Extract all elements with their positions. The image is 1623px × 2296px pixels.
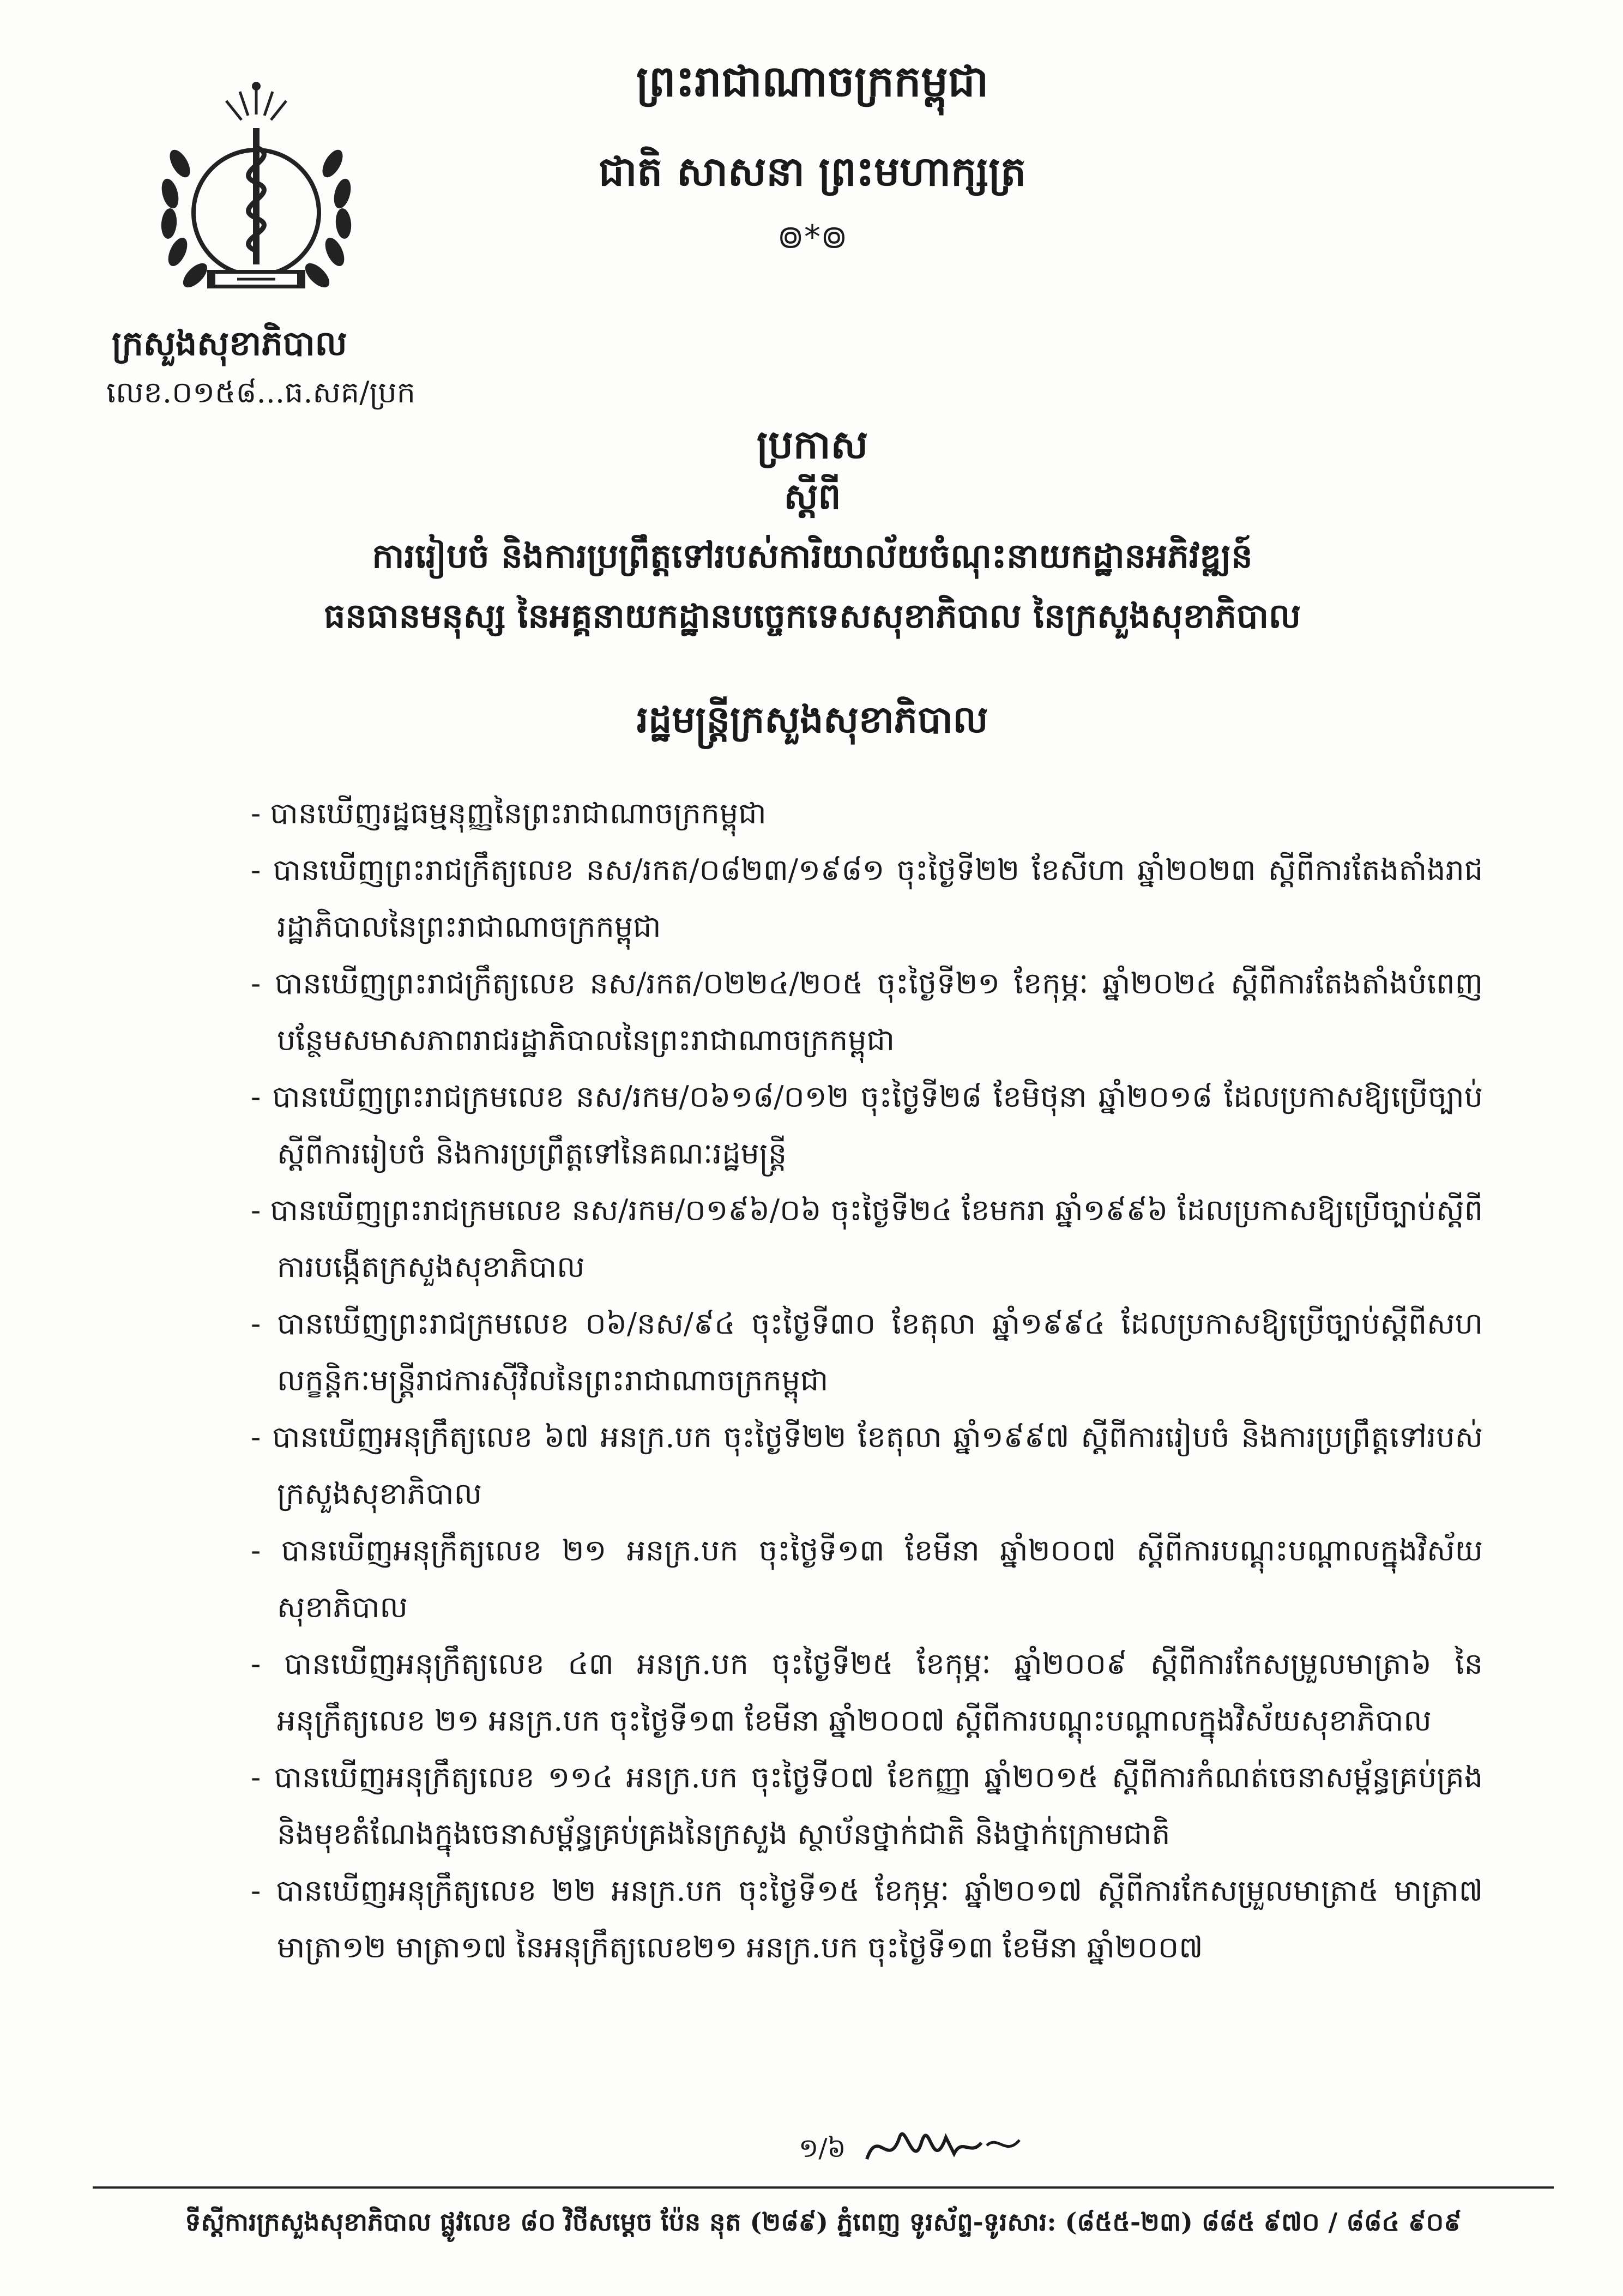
reference-number: លេខ.០១៥៨...ធ.សគ/ប្រក xyxy=(106,375,416,409)
reference-item: - បានឃើញព្រះរាជក្រមលេខ ០៦/នស/៩៤ ចុះថ្ងៃទី៣០ ខែតុលា ឆ្នាំ១៩៩៤ ដែលប្រកាសឱ្យប្រើច្បាប់ស្តីពីសហលក្ខន្តិកៈមន្ត្រីរាជការស៊ីវិលនៃព្រះរាជាណាចក្រកម្ពុជា xyxy=(251,1306,1483,1397)
document-about: ស្តីពី xyxy=(783,475,841,517)
page-number: ១/៦ xyxy=(799,2133,846,2164)
reference-item: - បានឃើញអនុក្រឹត្យលេខ ២២ អនក្រ.បក ចុះថ្ងៃទី១៥ ខែកុម្ភៈ ឆ្នាំ២០១៧ ស្តីពីការកែសម្រួលមាត្រា៥ មាត្រា៧ មាត្រា១២ មាត្រា១៧ នៃអនុក្រឹត្យលេខ២១ អនក្រ.បក ចុះថ្ងៃទី១៣ ខែមីនា ឆ្នាំ២០០៧ xyxy=(251,1873,1483,1964)
reference-item: - បានឃើញរដ្ឋធម្មនុញ្ញនៃព្រះរាជាណាចក្រកម្ពុជា xyxy=(251,796,767,830)
legal-references xyxy=(251,785,1483,1976)
reference-item: - បានឃើញព្រះរាជក្រឹត្យលេខ នស/រកត/០២២៤/២០៥ ចុះថ្ងៃទី២១ ខែកុម្ភៈ ឆ្នាំ២០២៤ ស្តីពីការតែងតាំងបំពេញបន្ថែមសមាសភាពរាជរដ្ឋាភិបាលនៃព្រះរាជាណាចក្រកម្ពុជា xyxy=(251,966,1483,1057)
issuer-title: រដ្ឋមន្ត្រីក្រសួងសុខាភិបាល xyxy=(636,698,988,742)
subject-line-1: ការរៀបចំ និងការប្រព្រឹត្តទៅរបស់ការិយាល័យចំណុះនាយកដ្ឋានអភិវឌ្ឍន៍ xyxy=(372,536,1253,576)
header-ornament: ៙*៙ xyxy=(777,218,848,256)
reference-item: - បានឃើញព្រះរាជក្រឹត្យលេខ នស/រកត/០៨២៣/១៩៨១ ចុះថ្ងៃទី២២ ខែសីហា ឆ្នាំ២០២៣ ស្តីពីការតែងតាំងរាជរដ្ឋាភិបាលនៃព្រះរាជាណាចក្រកម្ពុជា xyxy=(251,853,1483,944)
document-type: ប្រកាស xyxy=(756,421,868,467)
reference-item: - បានឃើញអនុក្រឹត្យលេខ ២១ អនក្រ.បក ចុះថ្ងៃទី១៣ ខែមីនា ឆ្នាំ២០០៧ ស្តីពីការបណ្តុះបណ្តាលក្នុងវិស័យសុខាភិបាល xyxy=(251,1533,1483,1624)
subject-line-2: ធនធានមនុស្ស នៃអគ្គនាយកដ្ឋានបច្ចេកទេសសុខាភិបាល នៃក្រសួងសុខាភិបាល xyxy=(323,596,1301,636)
ministry-name: ក្រសួងសុខាភិបាល xyxy=(112,323,347,363)
kingdom-title: ព្រះរាជាណាចក្រកម្ពុជា xyxy=(636,57,989,106)
reference-item: - បានឃើញអនុក្រឹត្យលេខ ១១៤ អនក្រ.បក ចុះថ្ងៃទី០៧ ខែកញ្ញា ឆ្នាំ២០១៥ ស្តីពីការកំណត់ចេនាសម្ព័ន្ធគ្រប់គ្រង និងមុខតំណែងក្នុងចេនាសម្ព័ន្ធគ្រប់គ្រងនៃក្រសួង ស្ថាប័នថ្នាក់ជាតិ និងថ្នាក់ក្រោមជាតិ xyxy=(251,1760,1483,1851)
handwritten-initials xyxy=(818,2105,1090,2186)
ministry-of-health-emblem-icon xyxy=(142,76,371,311)
reference-item: - បានឃើញព្រះរាជក្រមលេខ នស/រកម/០៦១៨/០១២ ចុះថ្ងៃទី២៨ ខែមិថុនា ឆ្នាំ២០១៨ ដែលប្រកាសឱ្យប្រើច្បាប់ស្តីពីការរៀបចំ និងការប្រព្រឹត្តទៅនៃគណៈរដ្ឋមន្ត្រី xyxy=(251,1080,1483,1171)
reference-item: - បានឃើញព្រះរាជក្រមលេខ នស/រកម/០១៩៦/០៦ ចុះថ្ងៃទី២៤ ខែមករា ឆ្នាំ១៩៩៦ ដែលប្រកាសឱ្យប្រើច្បាប់ស្តីពីការបង្កើតក្រសួងសុខាភិបាល xyxy=(251,1193,1483,1284)
reference-item: - បានឃើញអនុក្រឹត្យលេខ ៤៣ អនក្រ.បក ចុះថ្ងៃទី២៥ ខែកុម្ភៈ ឆ្នាំ២០០៩ ស្តីពីការកែសម្រួលមាត្រា៦ នៃអនុក្រឹត្យលេខ ២១ អនក្រ.បក ចុះថ្ងៃទី១៣ ខែមីនា ឆ្នាំ២០០៧ ស្តីពីការបណ្តុះបណ្តាលក្នុងវិស័យសុខាភិបាល xyxy=(251,1647,1483,1738)
footer-divider xyxy=(93,2186,1554,2189)
nation-motto: ជាតិ សាសនា ព្រះមហាក្សត្រ xyxy=(598,148,1027,195)
reference-item: - បានឃើញអនុក្រឹត្យលេខ ៦៧ អនក្រ.បក ចុះថ្ងៃទី២២ ខែតុលា ឆ្នាំ១៩៩៧ ស្តីពីការរៀបចំ និងការប្រព្រឹត្តទៅរបស់ក្រសួងសុខាភិបាល xyxy=(251,1420,1483,1511)
footer-address: ទីស្តីការក្រសួងសុខាភិបាល ផ្លូវលេខ ៨០ វិថីសម្តេច ប៉ែន នុត (២៨៩) ភ្នំពេញ ទូរស័ព្ទ-ទូរសារ: (៨៥៥-២៣) ៨៨៥ ៩៧០ / ៨៨៤ ៩០៩ xyxy=(185,2207,1462,2237)
document-subject xyxy=(174,526,1450,646)
